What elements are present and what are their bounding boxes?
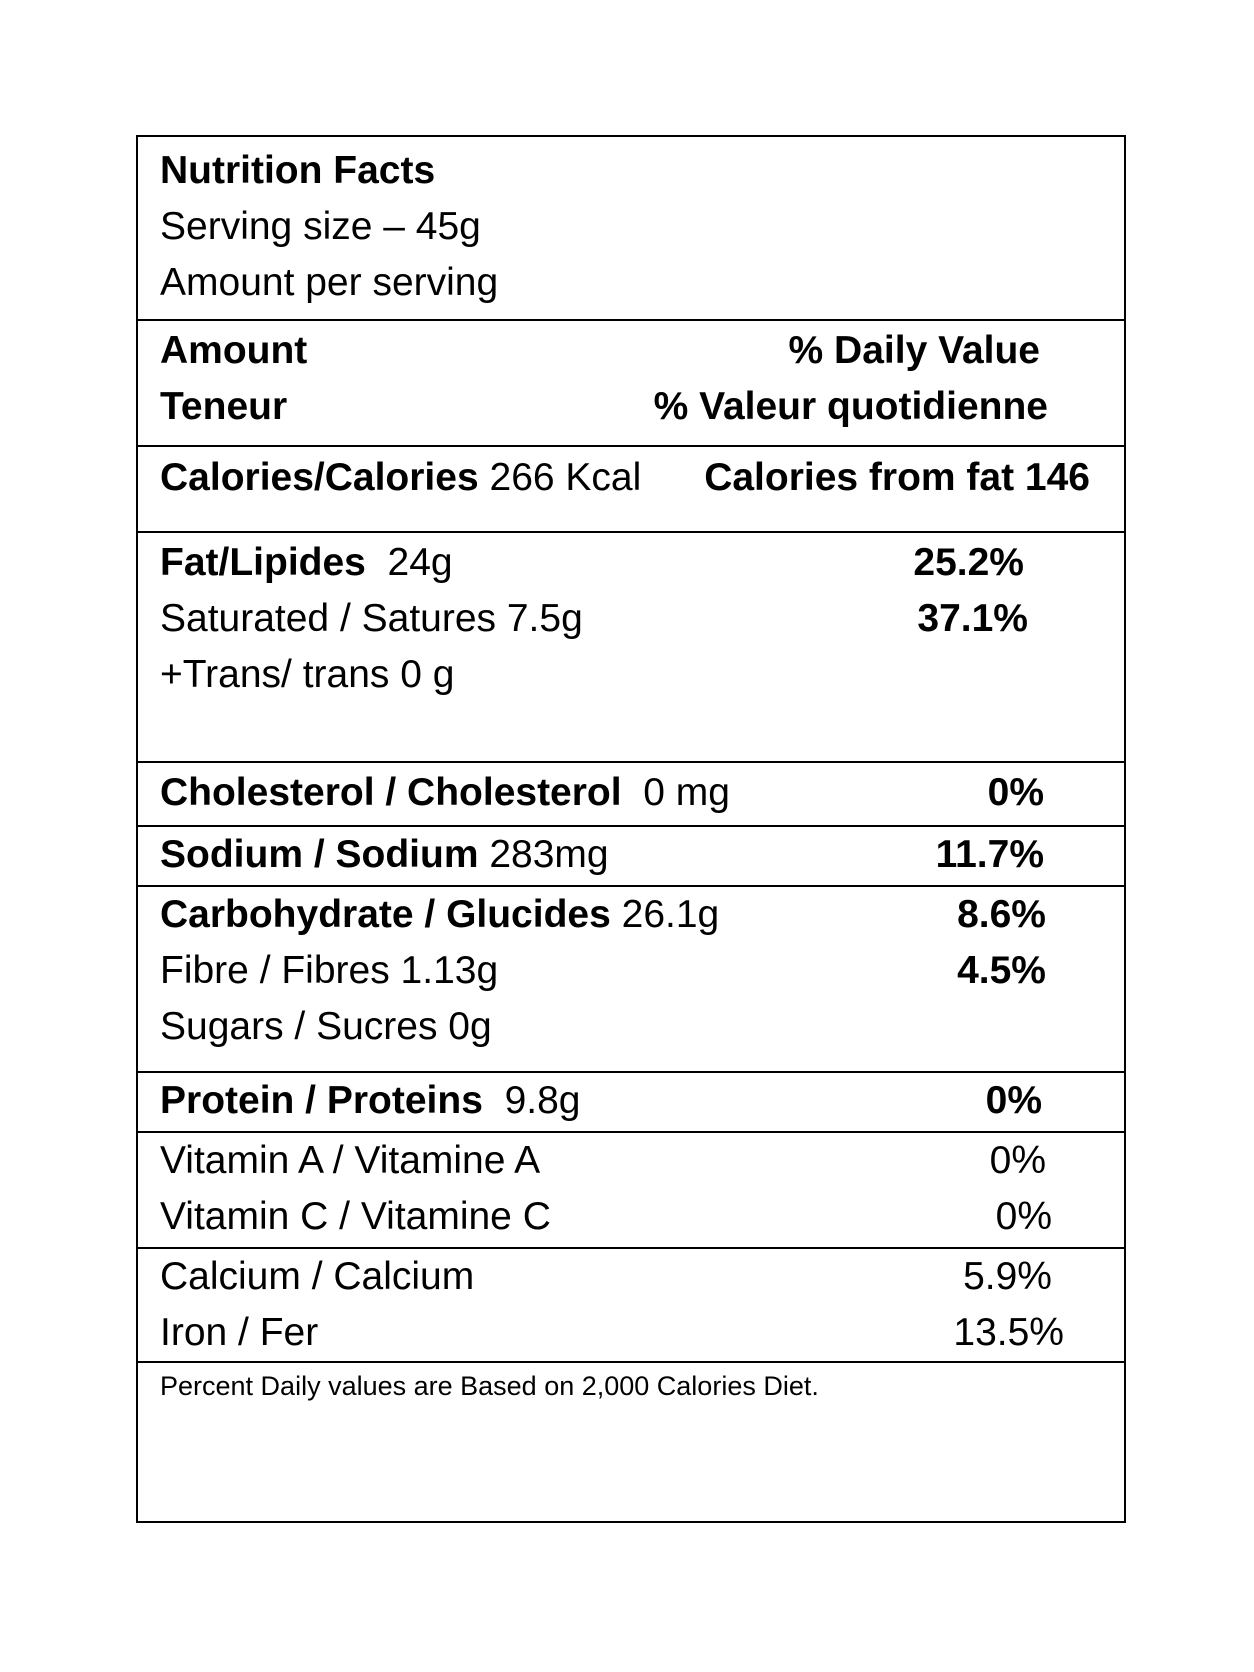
nutrition-facts-label [136, 135, 1126, 1523]
calories-label: Calories/Calories [160, 456, 479, 499]
amount-per-serving: Amount per serving [160, 261, 499, 304]
trans-fat: +Trans/ trans 0 g [160, 653, 455, 696]
cholesterol-value: 0 mg [643, 771, 730, 814]
footnote-section [138, 1361, 1124, 1521]
minerals-section [138, 1247, 1124, 1363]
sodium-value: 283mg [489, 833, 609, 876]
fat-dv: 25.2% [913, 541, 1024, 584]
protein-row [160, 1081, 580, 1120]
calories-value: 266 Kcal [489, 456, 642, 499]
serving-size: Serving size – 45g [160, 205, 481, 248]
cholesterol-label: Cholesterol / Cholesterol [160, 771, 622, 814]
fat-value: 24g [387, 541, 453, 584]
footnote: Percent Daily values are Based on 2,000 Calories Diet. [160, 1371, 819, 1401]
protein-value: 9.8g [504, 1079, 581, 1122]
vitamins-section [138, 1131, 1124, 1249]
fat-label: Fat/Lipides [160, 541, 366, 584]
dv-heading-en: % Daily Value [788, 329, 1040, 372]
carbohydrate-label: Carbohydrate / Glucides [160, 893, 611, 936]
sugars: Sugars / Sucres 0g [160, 1005, 492, 1048]
cholesterol-row [160, 773, 730, 812]
fibre-dv: 4.5% [957, 949, 1046, 992]
calcium-dv: 5.9% [963, 1255, 1052, 1298]
vitamin-c-dv: 0% [995, 1195, 1052, 1238]
fat-row [160, 543, 453, 582]
vitamin-a: Vitamin A / Vitamine A [160, 1139, 541, 1182]
iron-dv: 13.5% [953, 1311, 1064, 1354]
cholesterol-section [138, 761, 1124, 827]
label-title: Nutrition Facts [160, 149, 436, 192]
sodium-label: Sodium / Sodium [160, 833, 479, 876]
carbohydrate-value: 26.1g [621, 893, 720, 936]
column-headings [138, 319, 1124, 447]
vitamin-c: Vitamin C / Vitamine C [160, 1195, 551, 1238]
sodium-dv: 11.7% [935, 833, 1044, 876]
protein-section [138, 1071, 1124, 1133]
fibre: Fibre / Fibres 1.13g [160, 949, 499, 992]
carbohydrate-section [138, 885, 1124, 1073]
saturated-fat: Saturated / Satures 7.5g [160, 597, 583, 640]
protein-dv: 0% [985, 1079, 1042, 1122]
calories-row [160, 458, 641, 497]
sodium-row [160, 835, 609, 874]
cholesterol-dv: 0% [987, 771, 1044, 814]
iron: Iron / Fer [160, 1311, 319, 1354]
protein-label: Protein / Proteins [160, 1079, 483, 1122]
amount-heading-en: Amount [160, 329, 308, 372]
calories-section [138, 445, 1124, 533]
calcium: Calcium / Calcium [160, 1255, 475, 1298]
amount-heading-fr: Teneur [160, 385, 288, 428]
saturated-fat-dv: 37.1% [917, 597, 1028, 640]
carbohydrate-dv: 8.6% [957, 893, 1046, 936]
fat-section [138, 531, 1124, 763]
carbohydrate-row [160, 895, 719, 934]
vitamin-a-dv: 0% [989, 1139, 1046, 1182]
header-section [138, 137, 1124, 319]
calories-from-fat: Calories from fat 146 [704, 456, 1090, 499]
sodium-section [138, 825, 1124, 887]
dv-heading-fr: % Valeur quotidienne [653, 385, 1048, 428]
